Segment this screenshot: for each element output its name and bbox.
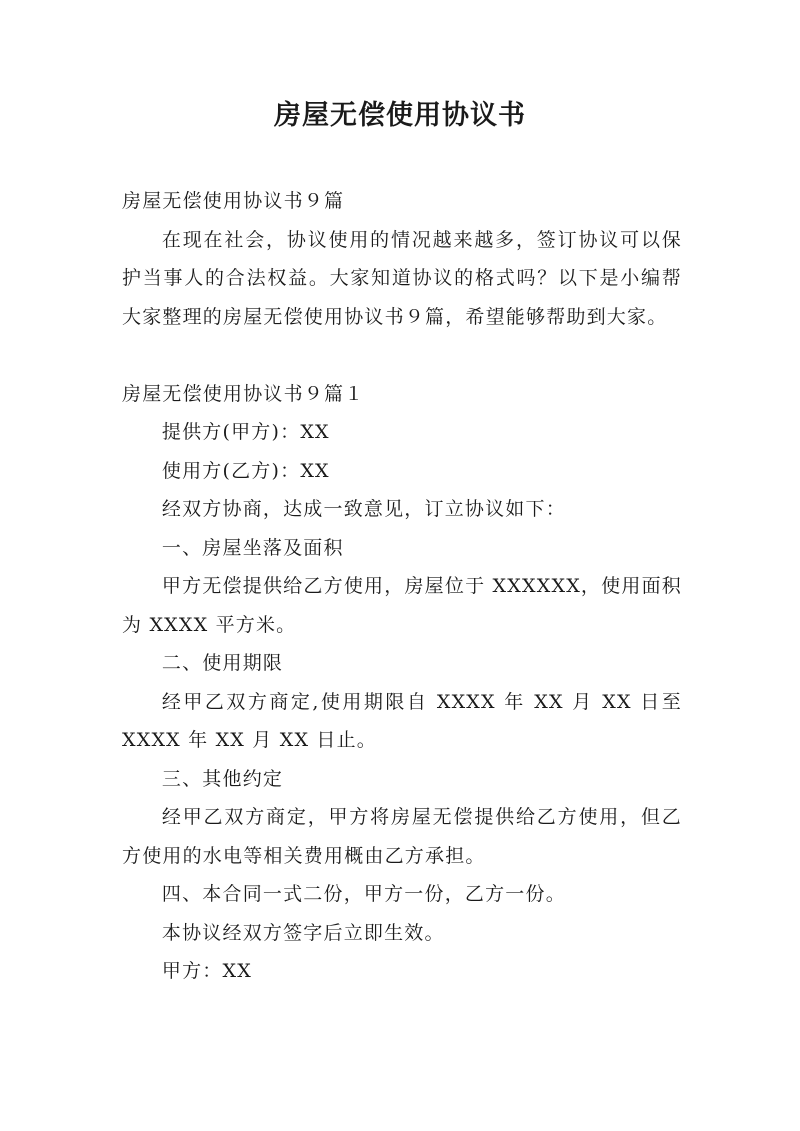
paragraph-spacer — [122, 336, 682, 375]
intro-paragraph: 在现在社会，协议使用的情况越来越多，签订协议可以保护当事人的合法权益。大家知道协议的格式吗？以下是小编帮大家整理的房屋无偿使用协议书９篇，希望能够帮助到大家。 — [122, 228, 682, 328]
user-line: 使用方(乙方)：XX — [161, 459, 330, 482]
party-a-signature-line: 甲方：XX — [161, 960, 252, 982]
section-heading: 房屋无偿使用协议书９篇１ — [122, 382, 365, 405]
clause-text-1: 甲方无偿提供给乙方使用，房屋位于 XXXXXX，使用面积为 XXXX 平方米。 — [122, 575, 682, 636]
clause-heading-4: 四、本合同一式二份，甲方一份，乙方一份。 — [161, 883, 566, 905]
clause-heading-2: 二、使用期限 — [161, 652, 284, 674]
document-title: 房屋无偿使用协议书 — [274, 100, 526, 131]
clause-text-2: 经甲乙双方商定,使用期限自 XXXX 年 XX 月 XX 日至 XXXX 年 XX 月 XX 日止。 — [122, 690, 682, 751]
effective-clause: 本协议经双方签字后立即生效。 — [161, 921, 445, 944]
clause-text-3: 经甲乙双方商定，甲方将房屋无偿提供给乙方使用，但乙方使用的水电等相关费用概由乙方承担。 — [122, 806, 682, 867]
clause-heading-1: 一、房屋坐落及面积 — [161, 536, 344, 559]
document-body — [122, 182, 682, 991]
agreement-preamble: 经双方协商，达成一致意见，订立协议如下： — [161, 498, 566, 520]
document-subtitle: 房屋无偿使用协议书９篇 — [122, 190, 345, 212]
clause-heading-3: 三、其他约定 — [161, 767, 284, 790]
provider-line: 提供方(甲方)：XX — [161, 421, 330, 443]
